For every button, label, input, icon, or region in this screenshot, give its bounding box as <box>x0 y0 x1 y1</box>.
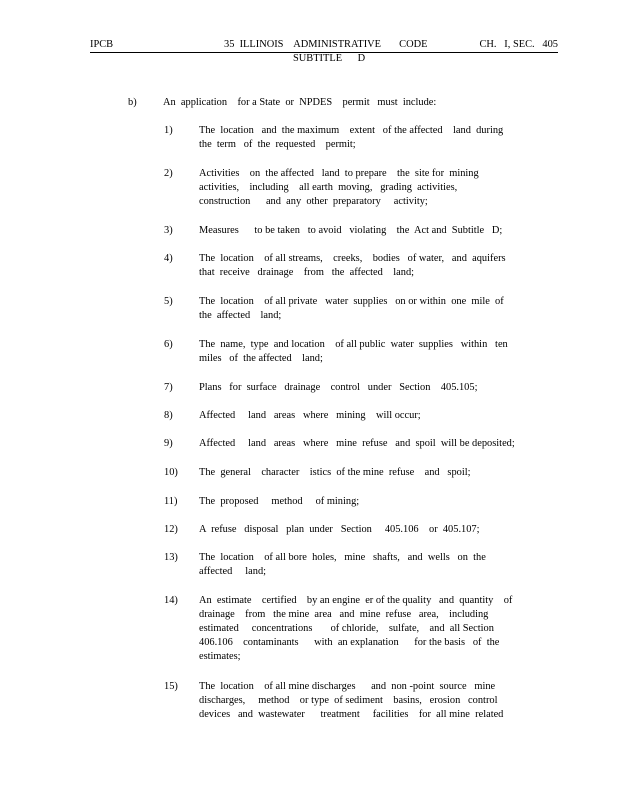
item-number: 8) <box>164 410 173 421</box>
item-number: 9) <box>164 438 173 449</box>
item-text: Affected land areas where mining will occur; <box>199 410 421 421</box>
item-text: A refuse disposal plan under Section 405.106 or 405.107; <box>199 524 480 535</box>
item-text: The location of all streams, creeks, bodies of water, and aquifers that receive drainage from the affected land; <box>199 253 506 278</box>
paragraph-lead-text: An application for a State or NPDES permit must include: <box>163 97 437 108</box>
header-agency: IPCB <box>90 39 114 50</box>
paragraph-marker: b) <box>128 97 137 108</box>
item-number: 12) <box>164 524 178 535</box>
item-text: The location of all mine discharges and non -point source mine discharges, method or type of sediment basins, erosion control devices and wastewater treatment facilities for all mine related <box>199 681 504 720</box>
item-number: 1) <box>164 125 173 136</box>
item-number: 11) <box>164 496 178 507</box>
header-code-title: 35 ILLINOIS ADMINISTRATIVE CODE <box>224 39 428 50</box>
item-text: Plans for surface drainage control under Section 405.105; <box>199 382 478 393</box>
item-number: 2) <box>164 168 173 179</box>
item-text: The general character istics of the mine refuse and spoil; <box>199 467 471 478</box>
item-text: The location of all private water supplies on or within one mile of the affected land; <box>199 296 504 321</box>
item-number: 5) <box>164 296 173 307</box>
item-number: 4) <box>164 253 173 264</box>
item-text: Affected land areas where mine refuse and spoil will be deposited; <box>199 438 515 449</box>
item-text: An estimate certified by an engine er of the quality and quantity of drainage from the mine area and mine refuse area, including estimated concentrations of chloride, sulfate, and all Section 406.106 contaminants with an explanation for the basis of the estimates; <box>199 595 513 662</box>
item-text: The location of all bore holes, mine shafts, and wells on the affected land; <box>199 552 486 577</box>
item-text: Activities on the affected land to prepare the site for mining activities, including all earth moving, grading activities, construction and any other preparatory activity; <box>199 168 479 207</box>
item-text: The location and the maximum extent of the affected land during the term of the requested permit; <box>199 125 504 150</box>
item-text: The proposed method of mining; <box>199 496 360 507</box>
item-number: 13) <box>164 552 178 563</box>
page-header <box>90 38 558 53</box>
item-number: 15) <box>164 681 178 692</box>
item-text: The name, type and location of all public water supplies within ten miles of the affected land; <box>199 339 508 364</box>
item-number: 6) <box>164 339 173 350</box>
item-text: Measures to be taken to avoid violating the Act and Subtitle D; <box>199 225 503 236</box>
header-subtitle: SUBTITLE D <box>293 53 366 64</box>
item-number: 3) <box>164 225 173 236</box>
item-number: 14) <box>164 595 178 606</box>
header-section: CH. I, SEC. 405 <box>479 39 558 50</box>
item-number: 10) <box>164 467 178 478</box>
item-number: 7) <box>164 382 173 393</box>
